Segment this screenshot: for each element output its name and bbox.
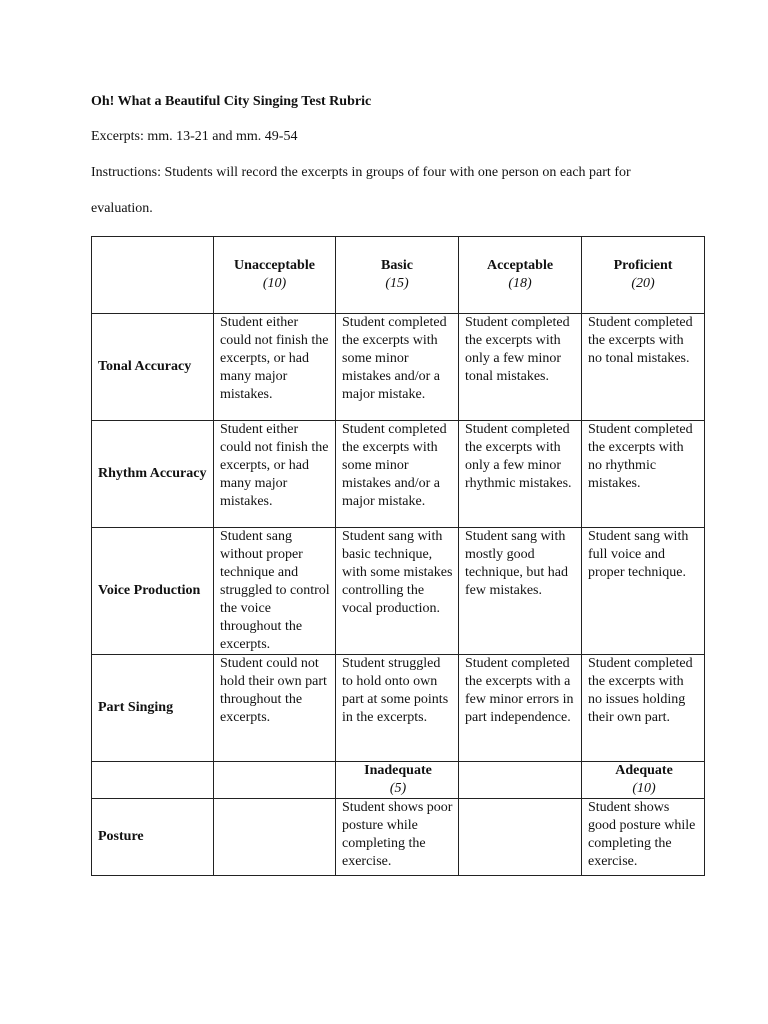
level-score: (5)	[389, 781, 407, 796]
rubric-cell: Student shows poor posture while completing the exercise.	[336, 799, 459, 876]
rubric-cell: Student completed the excerpts with no issues holding their own part.	[582, 655, 705, 762]
rubric-cell: Student struggled to hold onto own part at some points in the excerpts.	[336, 655, 459, 762]
instructions-line-2: evaluation.	[91, 201, 153, 216]
rubric-cell: Student completed the excerpts with only a few minor rhythmic mistakes.	[459, 421, 582, 528]
corner-cell	[92, 237, 214, 314]
criterion-row-posture	[92, 799, 705, 876]
level-label: Unacceptable	[234, 258, 315, 273]
rubric-cell: Student sang with basic technique, with some mistakes controlling the vocal production.	[336, 528, 459, 655]
empty-cell	[214, 762, 336, 799]
level-header-unacceptable	[214, 237, 336, 314]
rubric-cell: Student either could not finish the excerpts, or had many major mistakes.	[214, 421, 336, 528]
criterion-row-tonal-accuracy	[92, 314, 705, 421]
page-title: Oh! What a Beautiful City Singing Test Rubric	[91, 94, 372, 109]
empty-cell	[214, 799, 336, 876]
criterion-name: Tonal Accuracy	[92, 314, 214, 421]
level-score: (15)	[385, 276, 409, 291]
level-label: Adequate	[615, 763, 673, 778]
level-header-basic	[336, 237, 459, 314]
level-score: (18)	[508, 276, 532, 291]
level-label: Basic	[381, 258, 413, 273]
criterion-row-voice-production	[92, 528, 705, 655]
rubric-cell: Student either could not finish the excerpts, or had many major mistakes.	[214, 314, 336, 421]
rubric-table	[91, 236, 705, 876]
level-score: (20)	[631, 276, 655, 291]
rubric-cell: Student could not hold their own part throughout the excerpts.	[214, 655, 336, 762]
level-header-adequate	[582, 762, 705, 799]
rubric-cell: Student completed the excerpts with some minor mistakes and/or a major mistake.	[336, 314, 459, 421]
criterion-name: Voice Production	[92, 528, 214, 655]
excerpts-line: Excerpts: mm. 13-21 and mm. 49-54	[91, 129, 298, 144]
criterion-row-rhythm-accuracy	[92, 421, 705, 528]
posture-header-row	[92, 762, 705, 799]
criterion-name: Posture	[92, 799, 214, 876]
rubric-cell: Student sang with mostly good technique, but had few mistakes.	[459, 528, 582, 655]
rubric-cell: Student sang with full voice and proper technique.	[582, 528, 705, 655]
level-label: Acceptable	[486, 258, 554, 273]
rubric-cell: Student completed the excerpts with no rhythmic mistakes.	[582, 421, 705, 528]
empty-cell	[459, 799, 582, 876]
criterion-name: Part Singing	[92, 655, 214, 762]
rubric-cell: Student completed the excerpts with only a few minor tonal mistakes.	[459, 314, 582, 421]
rubric-cell: Student completed the excerpts with no tonal mistakes.	[582, 314, 705, 421]
level-label: Proficient	[613, 258, 673, 273]
criterion-row-part-singing	[92, 655, 705, 762]
level-header-proficient	[582, 237, 705, 314]
empty-cell	[459, 762, 582, 799]
level-header-inadequate	[336, 762, 459, 799]
rubric-header-row	[92, 237, 705, 314]
instructions-line-1: Instructions: Students will record the excerpts in groups of four with one person on each part for	[91, 165, 631, 180]
empty-cell	[92, 762, 214, 799]
level-score: (10)	[262, 276, 287, 291]
rubric-cell: Student sang without proper technique and struggled to control the voice throughout the excerpts.	[214, 528, 336, 655]
rubric-cell: Student completed the excerpts with some minor mistakes and/or a major mistake.	[336, 421, 459, 528]
rubric-cell: Student shows good posture while completing the exercise.	[582, 799, 705, 876]
level-label: Inadequate	[364, 763, 432, 778]
criterion-name: Rhythm Accuracy	[92, 421, 214, 528]
rubric-cell: Student completed the excerpts with a few minor errors in part independence.	[459, 655, 582, 762]
level-header-acceptable	[459, 237, 582, 314]
level-score: (10)	[632, 781, 656, 796]
